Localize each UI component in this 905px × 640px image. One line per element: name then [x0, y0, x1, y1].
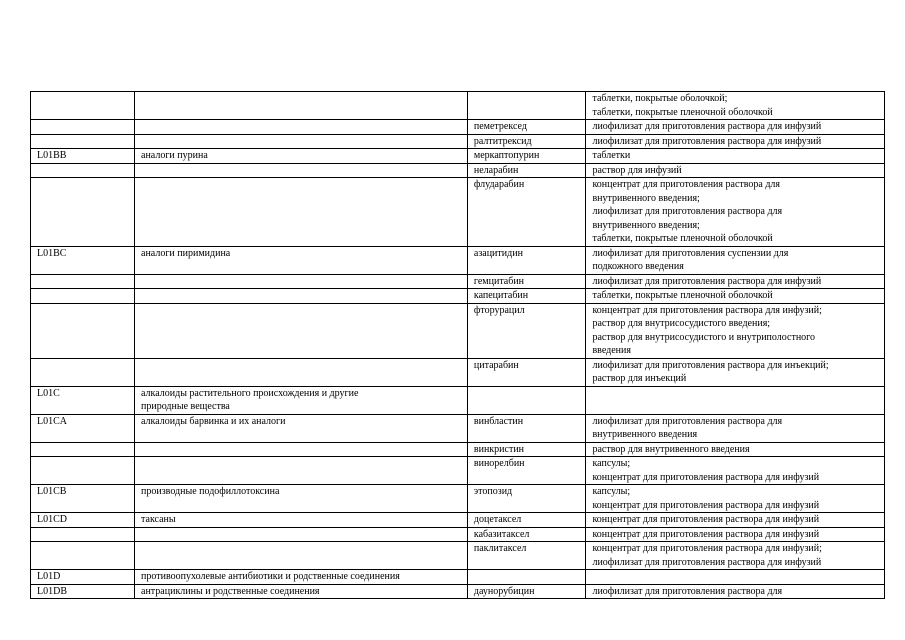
pharmacological-group-cell [135, 542, 468, 570]
drug-name-cell: неларабин [467, 163, 586, 178]
dosage-form-cell: лиофилизат для приготовления раствора для инфузий [586, 120, 885, 135]
drug-name-cell: флударабин [467, 178, 586, 247]
pharmacological-group-cell [135, 92, 468, 120]
dosage-form-cell: концентрат для приготовления раствора для внутривенного введения; лиофилизат для приготовления раствора для внутривенного введения; таблетки, покрытые пленочной оболочкой [586, 178, 885, 247]
table-row [31, 414, 885, 442]
dosage-form-cell: лиофилизат для приготовления раствора для внутривенного введения [586, 414, 885, 442]
atc-code-cell [31, 134, 135, 149]
dosage-form-cell: таблетки, покрытые оболочкой; таблетки, покрытые пленочной оболочкой [586, 92, 885, 120]
table-row [31, 120, 885, 135]
dosage-form-cell: концентрат для приготовления раствора для инфузий [586, 527, 885, 542]
atc-code-cell [31, 163, 135, 178]
drug-name-cell: винбластин [467, 414, 586, 442]
pharmacological-group-cell [135, 134, 468, 149]
atc-code-cell: L01BB [31, 149, 135, 164]
drug-name-cell: капецитабин [467, 289, 586, 304]
table-row [31, 303, 885, 358]
atc-code-cell [31, 178, 135, 247]
dosage-form-cell: капсулы; концентрат для приготовления раствора для инфузий [586, 457, 885, 485]
atc-code-cell [31, 289, 135, 304]
pharmacological-group-cell: антрациклины и родственные соединения [135, 584, 468, 599]
drug-name-cell: доцетаксел [467, 513, 586, 528]
dosage-form-cell: концентрат для приготовления раствора для инфузий; раствор для внутрисосудистого введения; раствор для внутрисосудистого и внутриполостного введения [586, 303, 885, 358]
atc-code-cell: L01D [31, 570, 135, 585]
table-body [31, 92, 885, 599]
pharmacological-group-cell [135, 442, 468, 457]
table-row [31, 527, 885, 542]
drug-name-cell: гемцитабин [467, 274, 586, 289]
atc-code-cell [31, 527, 135, 542]
drug-name-cell [467, 570, 586, 585]
dosage-form-cell: лиофилизат для приготовления раствора для инфузий [586, 134, 885, 149]
drug-name-cell: даунорубицин [467, 584, 586, 599]
dosage-form-cell: капсулы; концентрат для приготовления раствора для инфузий [586, 485, 885, 513]
drug-name-cell: паклитаксел [467, 542, 586, 570]
dosage-form-cell: лиофилизат для приготовления раствора для инфузий [586, 274, 885, 289]
atc-code-cell: L01CB [31, 485, 135, 513]
pharmacological-group-cell [135, 527, 468, 542]
drug-name-cell: меркаптопурин [467, 149, 586, 164]
pharmacological-group-cell [135, 120, 468, 135]
atc-code-cell: L01C [31, 386, 135, 414]
dosage-form-cell: таблетки [586, 149, 885, 164]
table-row [31, 386, 885, 414]
dosage-form-cell: лиофилизат для приготовления раствора для инъекций; раствор для инъекций [586, 358, 885, 386]
pharmacological-group-cell [135, 163, 468, 178]
table-row [31, 274, 885, 289]
table-row [31, 246, 885, 274]
table-row [31, 358, 885, 386]
atc-code-cell [31, 457, 135, 485]
table-row [31, 485, 885, 513]
atc-code-cell [31, 303, 135, 358]
dosage-form-cell: лиофилизат для приготовления суспензии для подкожного введения [586, 246, 885, 274]
dosage-form-cell: концентрат для приготовления раствора для инфузий [586, 513, 885, 528]
table-row [31, 289, 885, 304]
pharmacological-group-cell: аналоги пурина [135, 149, 468, 164]
table-row [31, 442, 885, 457]
drug-name-cell: цитарабин [467, 358, 586, 386]
dosage-form-cell [586, 386, 885, 414]
table-row [31, 513, 885, 528]
atc-code-cell: L01CA [31, 414, 135, 442]
drug-name-cell [467, 386, 586, 414]
atc-code-cell: L01BC [31, 246, 135, 274]
table-row [31, 92, 885, 120]
pharmacological-group-cell: алкалоиды барвинка и их аналоги [135, 414, 468, 442]
dosage-form-cell [586, 570, 885, 585]
dosage-form-cell: раствор для инфузий [586, 163, 885, 178]
pharmacological-group-cell [135, 289, 468, 304]
pharmacological-group-cell [135, 303, 468, 358]
table-row [31, 457, 885, 485]
pharmacological-group-cell [135, 358, 468, 386]
atc-code-cell: L01DB [31, 584, 135, 599]
table-row [31, 149, 885, 164]
drug-name-cell: винорелбин [467, 457, 586, 485]
atc-code-cell [31, 542, 135, 570]
table-row [31, 163, 885, 178]
pharmacological-group-cell: аналоги пиримидина [135, 246, 468, 274]
drug-name-cell: ралтитрексид [467, 134, 586, 149]
dosage-form-cell: раствор для внутривенного введения [586, 442, 885, 457]
drug-name-cell: фторурацил [467, 303, 586, 358]
dosage-form-cell: таблетки, покрытые пленочной оболочкой [586, 289, 885, 304]
pharmacological-group-cell: противоопухолевые антибиотики и родственные соединения [135, 570, 468, 585]
drug-name-cell: кабазитаксел [467, 527, 586, 542]
drug-classification-table [30, 91, 885, 599]
pharmacological-group-cell: алкалоиды растительного происхождения и другие природные вещества [135, 386, 468, 414]
table-row [31, 570, 885, 585]
atc-code-cell [31, 274, 135, 289]
atc-code-cell [31, 358, 135, 386]
pharmacological-group-cell [135, 178, 468, 247]
pharmacological-group-cell [135, 457, 468, 485]
drug-name-cell: этопозид [467, 485, 586, 513]
drug-name-cell: пеметрексед [467, 120, 586, 135]
drug-name-cell [467, 92, 586, 120]
pharmacological-group-cell [135, 274, 468, 289]
drug-name-cell: винкристин [467, 442, 586, 457]
table-row [31, 178, 885, 247]
table-row [31, 542, 885, 570]
drug-name-cell: азацитидин [467, 246, 586, 274]
atc-code-cell [31, 120, 135, 135]
pharmacological-group-cell: производные подофиллотоксина [135, 485, 468, 513]
dosage-form-cell: концентрат для приготовления раствора для инфузий; лиофилизат для приготовления раствора для инфузий [586, 542, 885, 570]
table-row [31, 134, 885, 149]
atc-code-cell [31, 442, 135, 457]
atc-code-cell: L01CD [31, 513, 135, 528]
pharmacological-group-cell: таксаны [135, 513, 468, 528]
atc-code-cell [31, 92, 135, 120]
dosage-form-cell: лиофилизат для приготовления раствора для [586, 584, 885, 599]
table-row [31, 584, 885, 599]
